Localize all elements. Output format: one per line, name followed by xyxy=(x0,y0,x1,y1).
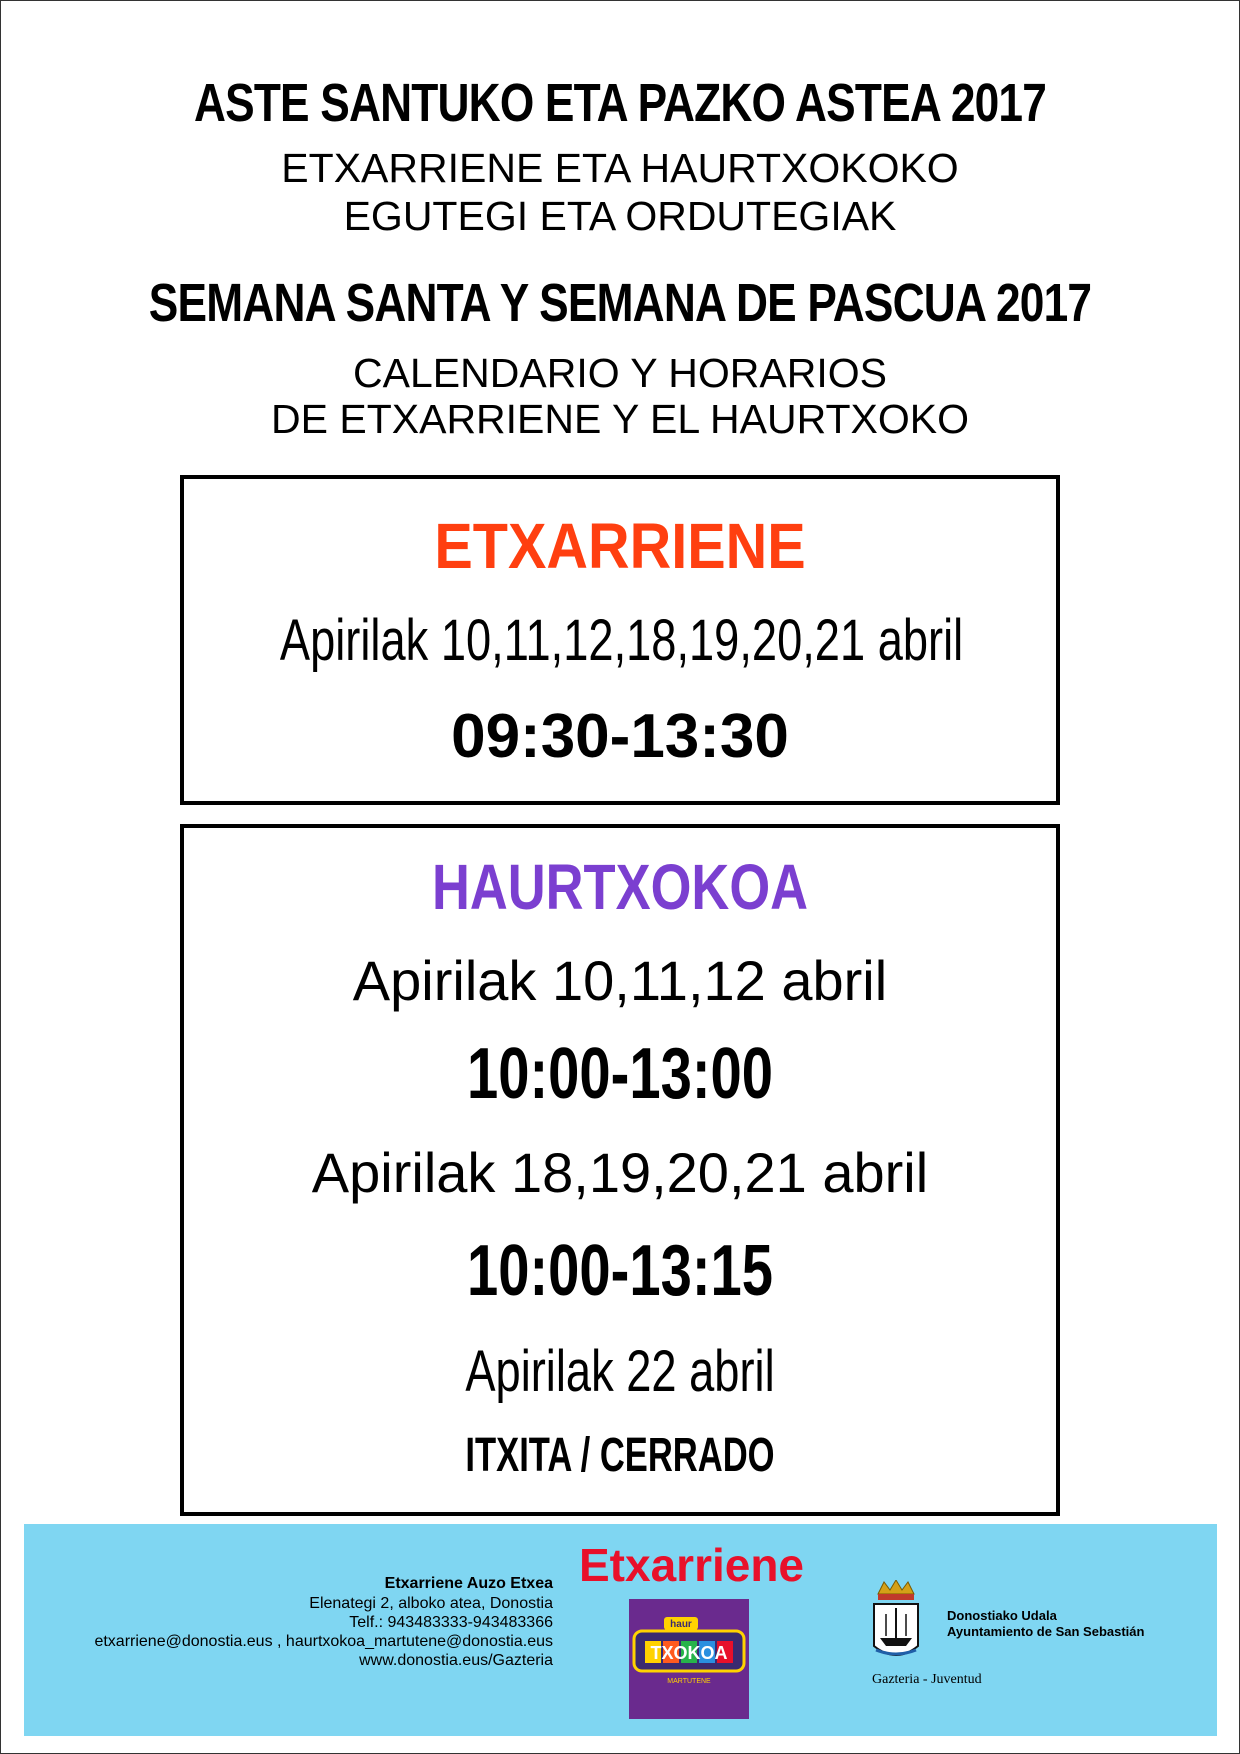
footer-website[interactable]: www.donostia.eus/Gazteria xyxy=(359,1652,553,1669)
etxarriene-heading: ETXARRIENE xyxy=(434,510,806,582)
title-spanish: SEMANA SANTA Y SEMANA DE PASCUA 2017 xyxy=(148,273,1092,333)
haurtxoko-logo xyxy=(629,1599,749,1719)
title-basque: ASTE SANTUKO ETA PAZKO ASTEA 2017 xyxy=(193,73,1047,133)
subtitle-spanish-1: CALENDARIO Y HORARIOS xyxy=(353,350,887,396)
department-name: Gazteria - Juventud xyxy=(872,1672,982,1687)
etxarriene-hours: 09:30-13:30 xyxy=(451,702,789,771)
haurtxokoa-closed-status: ITXITA / CERRADO xyxy=(465,1429,775,1482)
footer-emails[interactable]: etxarriene@donostia.eus , haurtxokoa_martutene@donostia.eus xyxy=(94,1633,553,1650)
haurtxokoa-hours-2: 10:00-13:15 xyxy=(467,1231,773,1311)
haurtxokoa-box xyxy=(180,824,1060,1516)
city-council-es: Ayuntamiento de San Sebastián xyxy=(947,1624,1145,1639)
city-council-eu: Donostiako Udala xyxy=(947,1608,1057,1623)
haurtxokoa-hours-1: 10:00-13:00 xyxy=(467,1034,773,1114)
etxarriene-logo-text: Etxarriene xyxy=(579,1539,805,1591)
haurtxokoa-dates-3: Apirilak 22 abril xyxy=(465,1339,775,1404)
subtitle-basque-1: ETXARRIENE ETA HAURTXOKOKO xyxy=(281,145,959,191)
haurtxoko-logo-main: TXOKOA xyxy=(650,1643,728,1663)
subtitle-spanish-2: DE ETXARRIENE Y EL HAURTXOKO xyxy=(271,396,969,442)
haurtxokoa-dates-1: Apirilak 10,11,12 abril xyxy=(352,949,888,1012)
haurtxokoa-heading: HAURTXOKOA xyxy=(431,851,809,923)
san-sebastian-crest-icon xyxy=(870,1580,922,1680)
etxarriene-box xyxy=(180,475,1060,805)
footer-bar xyxy=(24,1524,1217,1736)
haurtxoko-logo-bottom: MARTUTENE xyxy=(667,1678,711,1685)
subtitle-basque-2: EGUTEGI ETA ORDUTEGIAK xyxy=(343,193,897,239)
haurtxoko-logo-top: haur xyxy=(670,1619,692,1630)
etxarriene-dates: Apirilak 10,11,12,18,19,20,21 abril xyxy=(279,608,964,673)
footer-org-name: Etxarriene Auzo Etxea xyxy=(384,1575,553,1592)
city-council-name xyxy=(947,1608,1144,1640)
footer-address: Elenategi 2, alboko atea, Donostia xyxy=(309,1595,553,1612)
haurtxokoa-dates-2: Apirilak 18,19,20,21 abril xyxy=(311,1141,929,1204)
footer-phone: Telf.: 943483333-943483366 xyxy=(349,1614,553,1631)
